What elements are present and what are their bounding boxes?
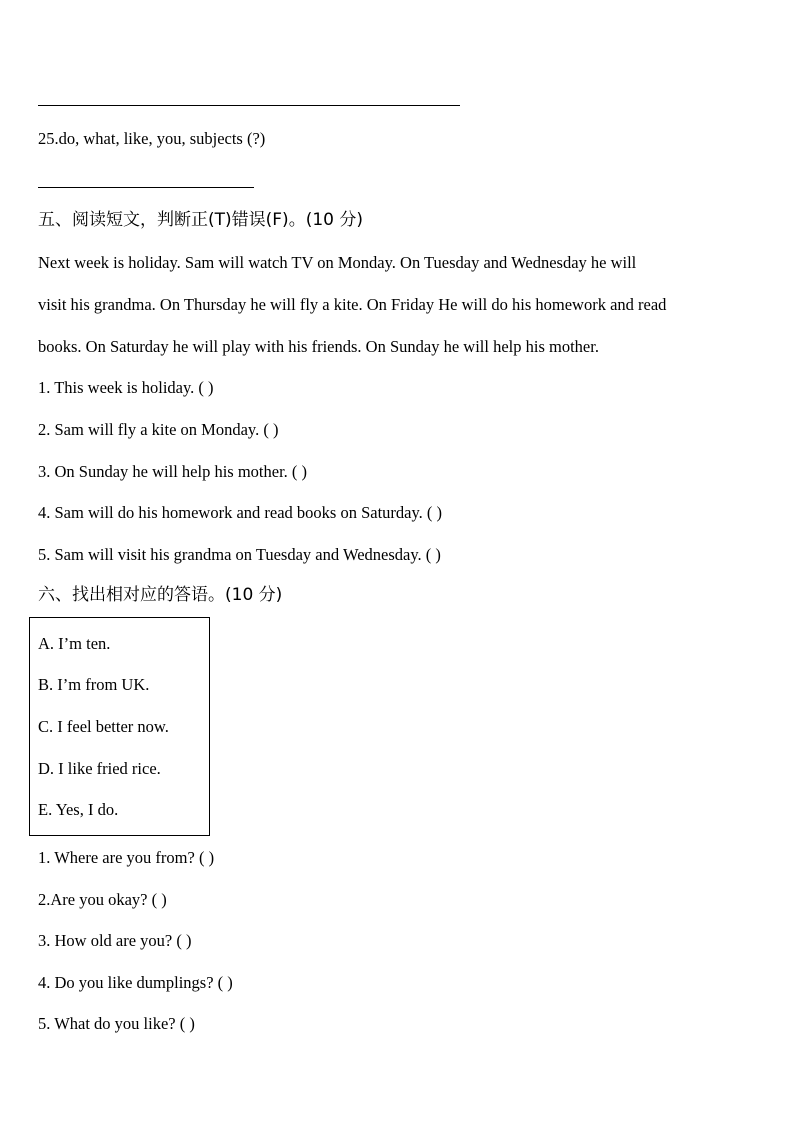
match-question-5: 5. What do you like? ( ) [38, 1014, 195, 1033]
passage-line-3: books. On Saturday he will play with his friends. On Sunday he will help his mother. [38, 337, 599, 356]
match-question-2: 2.Are you okay? ( ) [38, 890, 167, 909]
tf-question-1: 1. This week is holiday. ( ) [38, 378, 214, 397]
option-c: C. I feel better now. [38, 717, 169, 736]
match-question-1: 1. Where are you from? ( ) [38, 848, 215, 867]
passage-line-2: visit his grandma. On Thursday he will fly a kite. On Friday He will do his homework and read [38, 295, 667, 314]
option-e: E. Yes, I do. [38, 800, 119, 819]
tf-question-4: 4. Sam will do his homework and read books on Saturday. ( ) [38, 503, 443, 522]
tf-question-3: 3. On Sunday he will help his mother. ( ) [38, 462, 308, 481]
section6-heading: 六、找出相对应的答语。(10 分) [38, 585, 283, 605]
tf-question-2: 2. Sam will fly a kite on Monday. ( ) [38, 420, 279, 439]
option-a: A. I’m ten. [38, 634, 111, 653]
match-question-4: 4. Do you like dumplings? ( ) [38, 973, 233, 992]
tf-question-5: 5. Sam will visit his grandma on Tuesday and Wednesday. ( ) [38, 545, 441, 564]
section5-heading: 五、阅读短文，判断正(T)错误(F)。(10 分) [38, 210, 363, 230]
option-d: D. I like fried rice. [38, 759, 161, 778]
passage-line-1: Next week is holiday. Sam will watch TV on Monday. On Tuesday and Wednesday he will [38, 253, 637, 272]
answer-line-24[interactable] [38, 105, 460, 106]
option-b: B. I’m from UK. [38, 675, 150, 694]
match-question-3: 3. How old are you? ( ) [38, 931, 192, 950]
question-25: 25.do, what, like, you, subjects (?) [38, 129, 266, 148]
answer-line-25[interactable] [38, 187, 254, 188]
